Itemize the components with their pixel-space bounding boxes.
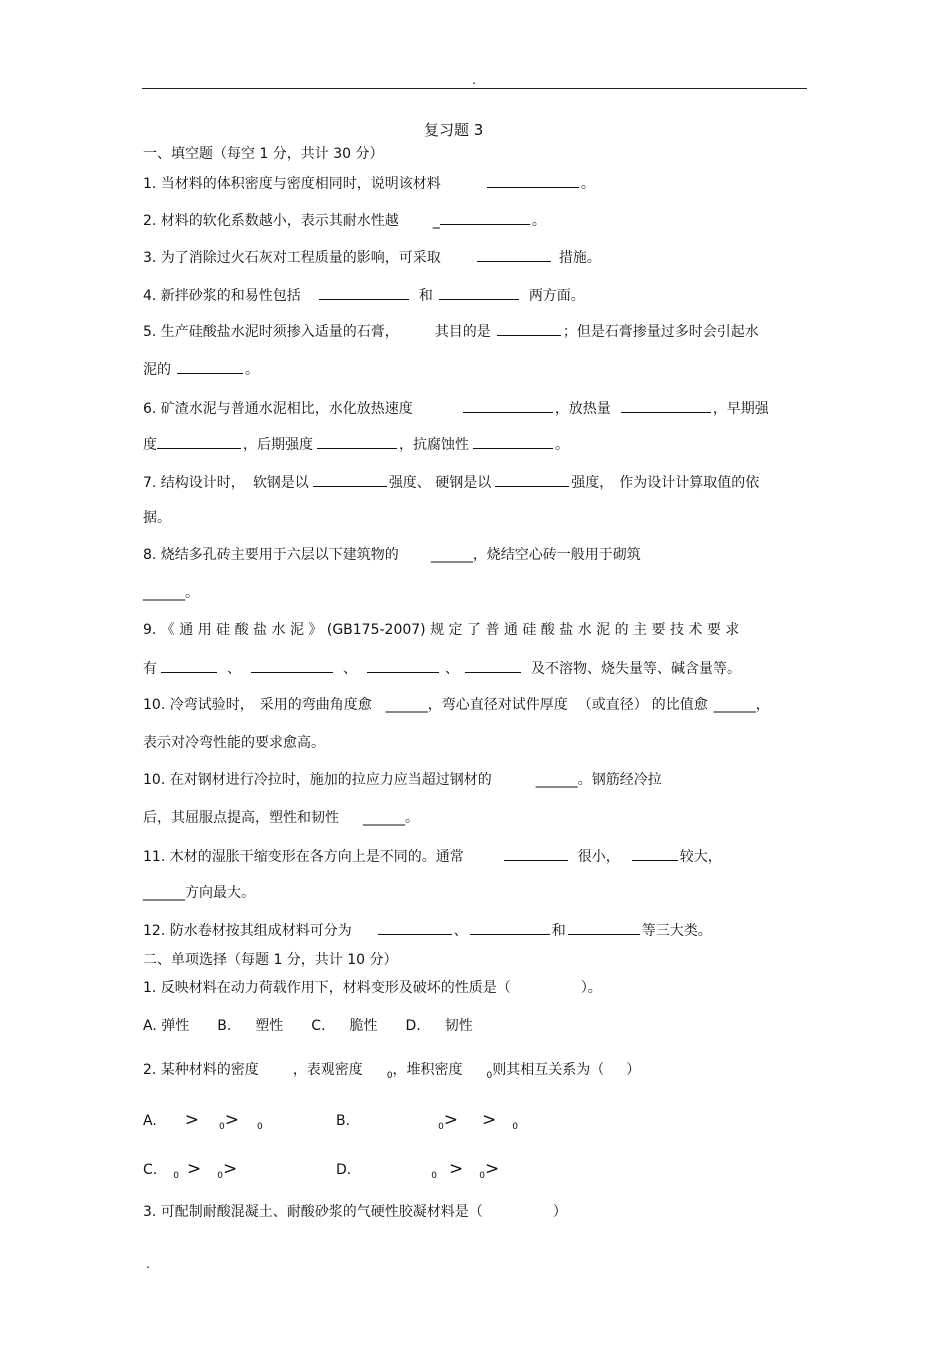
subscript: 0	[217, 1171, 223, 1181]
option-c-label[interactable]: C.	[311, 1018, 326, 1034]
question-text: ）	[626, 1062, 641, 1078]
question-1	[143, 173, 595, 193]
answer-blank[interactable]	[177, 359, 243, 374]
question-text: 4. 新拌砂浆的和易性包括	[143, 288, 301, 304]
question-text: ，放热量	[554, 401, 611, 417]
question-text: 6. 矿渣水泥与普通水泥相比，水化放热速度	[143, 401, 413, 417]
mc-question-1	[143, 979, 602, 997]
question-text: 采用的弯曲角度愈	[259, 697, 372, 713]
question-text: 措施。	[558, 250, 601, 266]
greater-than: >	[222, 1159, 238, 1179]
question-text: 11. 木材的湿胀干缩变形在各方向上是不同的。通常	[143, 849, 464, 865]
question-text: ）	[552, 1204, 567, 1220]
question-text: 和	[551, 923, 566, 939]
question-text: 7. 结构设计时，	[143, 475, 245, 491]
question-text: 5. 生产硅酸盐水泥时须掺入适量的石膏，	[143, 324, 399, 340]
subscript: 0	[257, 1122, 263, 1132]
question-text: 8. 烧结多孔砖主要用于六层以下建筑物的	[143, 547, 399, 563]
section2-heading: 二、单项选择（每题 1 分，共计 10 分）	[143, 952, 398, 968]
option-c-text[interactable]: 脆性	[349, 1018, 378, 1034]
mc-question-1-options	[143, 1017, 473, 1035]
question-10b-line-1	[143, 771, 662, 789]
section1-heading: 一、填空题（每空 1 分，共计 30 分）	[143, 146, 384, 162]
option-label: B.	[336, 1113, 351, 1129]
greater-than: >	[186, 1159, 202, 1179]
option-b[interactable]	[336, 1111, 518, 1136]
question-text: 12. 防水卷材按其组成材料可分为	[143, 923, 352, 939]
question-7-line-1	[143, 472, 759, 492]
question-5-line-2	[143, 359, 259, 379]
greater-than: >	[482, 1110, 497, 1130]
question-6-line-1	[143, 398, 769, 418]
option-a[interactable]: A. 弹性	[143, 1018, 190, 1034]
option-label: C.	[143, 1162, 158, 1178]
question-text: 作为设计计算取值的依	[619, 475, 760, 491]
question-text: ，烧结空心砖一般用于砌筑	[472, 547, 641, 563]
subscript: 0	[486, 1071, 493, 1081]
question-text: 。	[405, 810, 419, 826]
question-text: 较大，	[679, 849, 722, 865]
question-8-line-1	[143, 546, 641, 564]
question-text: 2. 某种材料的密度	[143, 1062, 259, 1078]
question-text: ，后期强度	[243, 437, 313, 453]
question-11-line-2	[143, 884, 255, 902]
subscript: 0	[431, 1171, 437, 1181]
answer-blank[interactable]	[470, 920, 550, 935]
answer-blank[interactable]	[497, 321, 561, 336]
question-text: （或直径）	[577, 697, 648, 713]
question-text: 。	[531, 213, 546, 229]
option-d-label[interactable]: D.	[405, 1018, 421, 1034]
answer-blank[interactable]	[487, 173, 579, 188]
question-11-line-1	[143, 846, 722, 866]
question-10b-line-2	[143, 809, 419, 827]
question-text: 1. 当材料的体积密度与密度相同时，说明该材料	[143, 176, 441, 192]
question-9-line-1: 9. 《 通 用 硅 酸 盐 水 泥 》 (GB175-2007) 规 定 了 普 通 硅 酸 盐 水 泥 的 主 要 技 术 要 求	[143, 622, 740, 638]
subscript: 0	[386, 1071, 393, 1081]
question-text: ，弯心直径对试件厚度	[427, 697, 568, 713]
question-text: 两方面。	[528, 288, 585, 304]
answer-blank[interactable]	[251, 658, 333, 673]
underscore: _	[432, 213, 440, 229]
separator: 、	[227, 661, 241, 677]
mc-question-3	[143, 1203, 567, 1221]
question-10a-line-1	[143, 696, 770, 714]
underscore: ______	[143, 885, 185, 901]
question-text: ；但是石膏掺量过多时会引起水	[562, 324, 759, 340]
option-d[interactable]	[336, 1160, 499, 1185]
question-12	[143, 920, 712, 940]
question-text: 。	[580, 176, 595, 192]
subscript: 0	[512, 1122, 519, 1132]
question-text: 3. 可配制耐酸混凝土、耐酸砂浆的气硬性胶凝材料是（	[143, 1204, 483, 1220]
question-text: 其目的是	[434, 324, 491, 340]
question-9-line-2	[143, 658, 741, 678]
question-text: 的比值愈	[651, 697, 708, 713]
question-text: 3. 为了消除过火石灰对工程质量的影响，可采取	[143, 250, 441, 266]
underscore: ______	[143, 585, 185, 601]
separator: 、	[445, 661, 459, 677]
answer-blank[interactable]	[621, 398, 711, 413]
question-text: 后，其屈服点提高，塑性和韧性	[143, 810, 339, 826]
question-text: 度	[143, 437, 157, 453]
footer-dot: .	[146, 1257, 150, 1271]
subscript: 0	[219, 1122, 225, 1132]
answer-blank[interactable]	[473, 434, 553, 449]
greater-than: >	[443, 1110, 459, 1130]
question-8-line-2	[143, 584, 199, 602]
question-text: ，抗腐蚀性	[399, 437, 469, 453]
option-b-label[interactable]: B.	[217, 1018, 232, 1034]
answer-blank[interactable]	[313, 472, 387, 487]
answer-blank[interactable]	[632, 846, 678, 861]
question-4	[143, 285, 585, 305]
question-10a-line-2: 表示对冷弯性能的要求愈高。	[143, 735, 325, 751]
question-text: 则其相互关系为（	[492, 1062, 605, 1078]
answer-blank[interactable]	[440, 210, 530, 225]
question-text: 很小，	[577, 849, 620, 865]
question-text: 及不溶物、烧失量等、碱含量等。	[531, 661, 741, 677]
question-6-line-2	[143, 434, 569, 454]
answer-blank[interactable]	[477, 247, 551, 262]
question-text: 软钢是以	[252, 475, 309, 491]
question-text: 10. 在对钢材进行冷拉时，施加的拉应力应当超过钢材的	[143, 772, 492, 788]
question-text: ，堆积密度	[392, 1062, 463, 1078]
answer-blank[interactable]	[319, 285, 409, 300]
question-text: ，早期强	[712, 401, 769, 417]
question-text: 强度，	[571, 475, 614, 491]
question-text: 。钢筋经冷拉	[577, 772, 662, 788]
answer-blank[interactable]	[367, 658, 439, 673]
answer-blank[interactable]	[504, 846, 568, 861]
question-text: 强度、 硬钢是以	[388, 475, 492, 491]
answer-blank[interactable]	[568, 920, 640, 935]
option-a[interactable]	[143, 1111, 263, 1136]
subscript: 0	[438, 1122, 444, 1132]
question-text: ）。	[580, 980, 602, 996]
question-7-line-2: 据。	[143, 510, 171, 526]
option-c[interactable]	[143, 1160, 237, 1185]
question-text: 。	[555, 437, 569, 453]
question-text: 泥的	[143, 362, 171, 378]
separator: 、	[343, 661, 357, 677]
subscript: 0	[173, 1171, 179, 1181]
question-text: 和	[418, 288, 433, 304]
question-text: 。	[185, 585, 199, 601]
question-text: ，表观密度	[292, 1062, 363, 1078]
question-text: 有	[143, 661, 157, 677]
answer-blank[interactable]	[439, 285, 519, 300]
answer-blank[interactable]	[317, 434, 397, 449]
subscript: 0	[479, 1171, 485, 1181]
option-d-text[interactable]: 韧性	[444, 1018, 473, 1034]
question-2	[143, 210, 546, 230]
question-text: 2. 材料的软化系数越小，表示其耐水性越	[143, 213, 399, 229]
header-rule	[142, 88, 807, 89]
answer-blank[interactable]	[161, 658, 217, 673]
question-text: 方向最大。	[185, 885, 255, 901]
mc-question-2	[143, 1061, 640, 1085]
header-dot: .	[472, 73, 476, 87]
question-text: 1. 反映材料在动力荷载作用下，材料变形及破坏的性质是（	[143, 980, 511, 996]
answer-blank[interactable]	[463, 398, 553, 413]
option-b-text[interactable]: 塑性	[255, 1018, 284, 1034]
separator: 、	[453, 923, 468, 939]
greater-than: >	[484, 1159, 500, 1179]
option-label: A.	[143, 1113, 157, 1129]
underscore: ______	[430, 547, 473, 563]
question-text: 。	[245, 362, 259, 378]
question-3	[143, 247, 601, 267]
answer-blank[interactable]	[495, 472, 569, 487]
question-text: 10. 冷弯试验时，	[143, 697, 254, 713]
underscore: ______	[713, 697, 756, 713]
underscore: ______	[535, 772, 578, 788]
question-5-line-1	[143, 321, 759, 341]
underscore: ______	[385, 697, 428, 713]
answer-blank[interactable]	[378, 920, 452, 935]
option-label: D.	[336, 1162, 352, 1178]
answer-blank[interactable]	[465, 658, 521, 673]
underscore: ______	[363, 810, 405, 826]
greater-than: >	[184, 1110, 200, 1130]
greater-than: >	[448, 1159, 464, 1179]
answer-blank[interactable]	[157, 434, 241, 449]
greater-than: >	[224, 1110, 240, 1130]
page-title: 复习题 3	[424, 121, 484, 139]
question-text: ，	[755, 697, 770, 713]
question-text: 等三大类。	[641, 923, 712, 939]
